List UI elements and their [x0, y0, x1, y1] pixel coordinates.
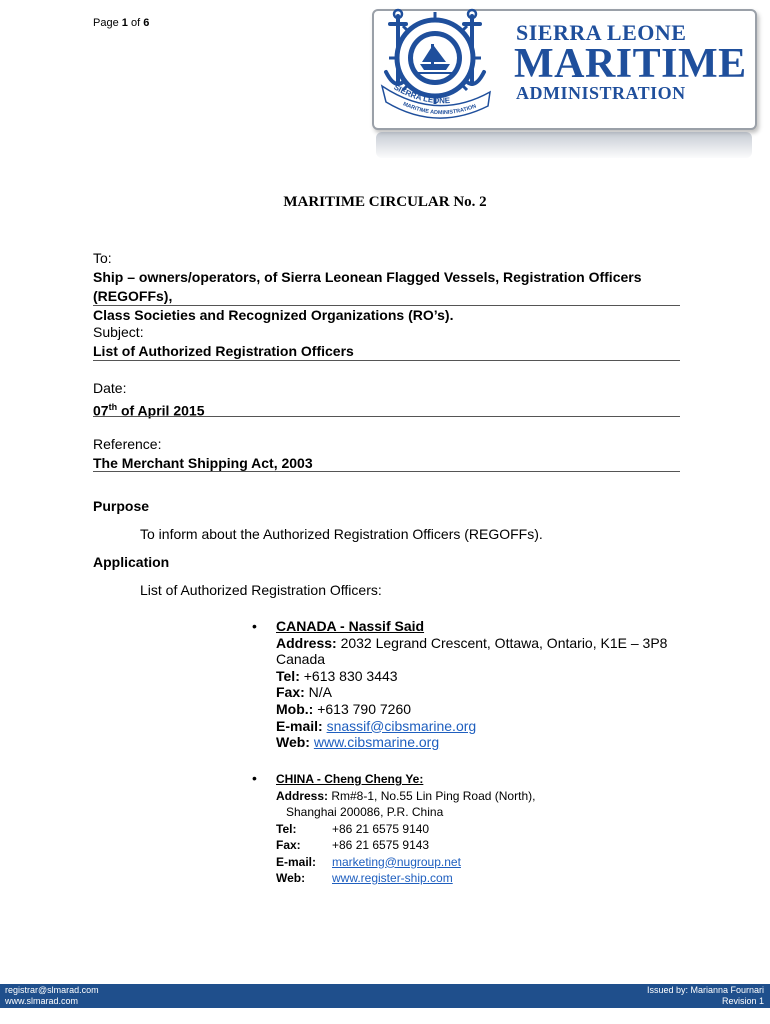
- reference-label: Reference:: [93, 436, 162, 452]
- page-current: 1: [121, 17, 128, 29]
- officer-entry: [276, 771, 535, 887]
- date-value: [93, 398, 679, 421]
- date-day: 07: [93, 402, 109, 419]
- divider: [93, 471, 680, 472]
- mob-value: +613 790 7260: [313, 700, 412, 717]
- fax-value: N/A: [304, 684, 333, 701]
- officer-name: CANADA - Nassif Said: [276, 618, 425, 634]
- divider: [93, 305, 680, 306]
- date-rest: of April 2015: [117, 402, 205, 419]
- address-line2: Canada: [276, 651, 326, 668]
- bullet-icon: •: [252, 770, 257, 786]
- fax-label: Fax:: [276, 838, 301, 852]
- purpose-text: To inform about the Authorized Registration Officers (REGOFFs).: [140, 526, 543, 542]
- to-value-line1: Ship – owners/operators, of Sierra Leonean Flagged Vessels, Registration Officers (REGOFFs),: [93, 269, 642, 304]
- web-label: Web:: [276, 734, 310, 751]
- footer-issued-by: Issued by: Marianna Fournari: [646, 985, 764, 995]
- page-label: Page: [93, 17, 119, 29]
- circular-title: MARITIME CIRCULAR No. 2: [283, 194, 487, 210]
- footer-website[interactable]: www.slmarad.com: [5, 996, 79, 1006]
- email-label: E-mail:: [276, 854, 317, 869]
- reference-field: [93, 435, 679, 473]
- date-field: [93, 379, 679, 421]
- subject-label: Subject:: [93, 324, 144, 340]
- logo-line3: ADMINISTRATION: [516, 83, 686, 103]
- date-suffix: th: [108, 402, 118, 412]
- subject-value: List of Authorized Registration Officers: [93, 343, 354, 359]
- application-heading: Application: [93, 554, 170, 570]
- address-label: Address:: [276, 634, 337, 651]
- email-link[interactable]: marketing@nugroup.net: [332, 854, 461, 869]
- mob-label: Mob.:: [276, 700, 314, 717]
- logo-reflection: [376, 132, 752, 158]
- fax-value: +86 21 6575 9143: [332, 838, 430, 852]
- divider: [93, 416, 680, 417]
- application-text: List of Authorized Registration Officers:: [140, 582, 382, 598]
- footer-revision: Revision 1: [721, 996, 764, 1006]
- officer-entry: [276, 618, 667, 751]
- address-label: Address:: [276, 788, 329, 803]
- reference-value: The Merchant Shipping Act, 2003: [93, 455, 313, 471]
- divider: [93, 360, 680, 361]
- email-label: E-mail:: [276, 717, 323, 734]
- address-value: Rm#8-1, No.55 Lin Ping Road (North),: [328, 788, 536, 803]
- ship-wheel-emblem-icon: [376, 6, 494, 124]
- web-link[interactable]: www.register-ship.com: [332, 871, 453, 885]
- page-number: [93, 17, 149, 29]
- web-label: Web:: [276, 871, 306, 885]
- emblem-ring-bottom-text: MARITIME ADMINISTRATION: [401, 101, 478, 117]
- bullet-icon: •: [252, 618, 257, 634]
- tel-value: +613 830 3443: [299, 667, 398, 684]
- address-line2: Shanghai 200086, P.R. China: [286, 805, 444, 819]
- page-total: 6: [143, 17, 150, 29]
- to-label: To:: [93, 250, 112, 266]
- logo-line1: SIERRA LEONE: [516, 20, 687, 45]
- emblem-ring-top-text: SIERRA LEONE: [392, 82, 451, 106]
- tel-label: Tel:: [276, 821, 297, 836]
- to-value-line2: Class Societies and Recognized Organizations (RO’s).: [93, 307, 454, 323]
- tel-value: +86 21 6575 9140: [332, 821, 430, 836]
- email-link[interactable]: snassif@cibsmarine.org: [326, 717, 477, 734]
- web-link[interactable]: www.cibsmarine.org: [313, 734, 440, 751]
- logo-line2: MARITIME: [514, 41, 747, 87]
- subject-field: [93, 323, 679, 361]
- page-of: of: [130, 17, 141, 29]
- date-label: Date:: [93, 380, 127, 396]
- footer-bar: [0, 984, 770, 1008]
- purpose-heading: Purpose: [93, 498, 150, 514]
- tel-label: Tel:: [276, 667, 300, 684]
- address-value: 2032 Legrand Crescent, Ottawa, Ontario, K1E – 3P8: [336, 634, 668, 651]
- to-field: [93, 249, 679, 325]
- fax-label: Fax:: [276, 684, 305, 701]
- officer-name: CHINA - Cheng Cheng Ye:: [276, 772, 424, 786]
- footer-email[interactable]: registrar@slmarad.com: [5, 985, 99, 995]
